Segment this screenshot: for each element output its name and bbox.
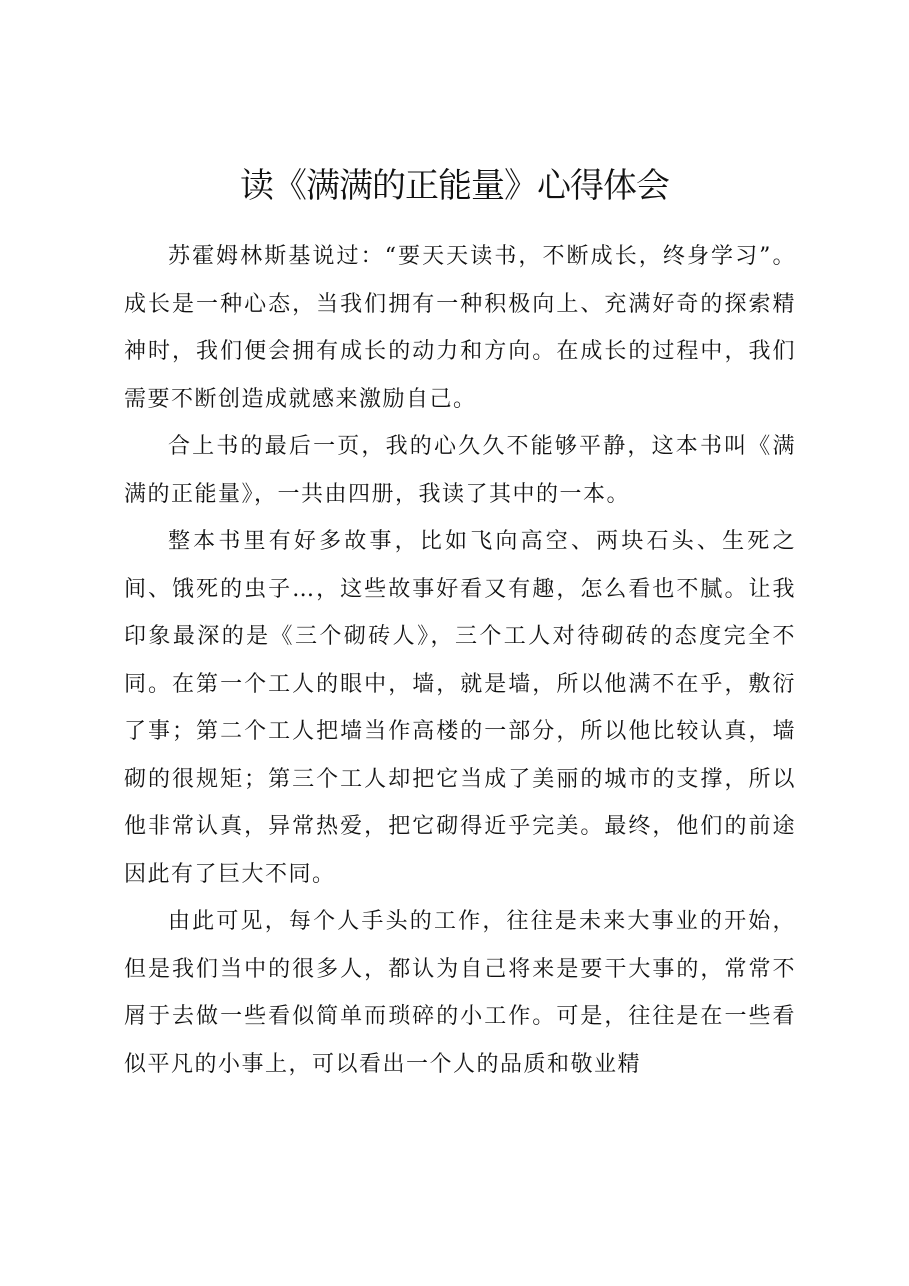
document-title: 读《满满的正能量》心得体会 [240,166,669,206]
paragraph: 由此可见，每个人手头的工作，往往是未来大事业的开始，但是我们当中的很多人，都认为自己将来是要干大事的，常常不屑于去做一些看似简单而琐碎的小工作。可是，往往是在一些看似平凡的小事上，可以看出一个人的品质和敬业精 [124,909,796,1077]
paragraph: 整本书里有好多故事，比如飞向高空、两块石头、生死之间、饿死的虫子…，这些故事好看又有趣，怎么看也不腻。让我印象最深的是《三个砌砖人》，三个工人对待砌砖的态度完全不同。在第一个工人的眼中，墙，就是墙，所以他满不在乎，敷衍了事；第二个工人把墙当作高楼的一部分，所以他比较认真，墙砌的很规矩；第三个工人却把它当成了美丽的城市的支撑，所以他非常认真，异常热爱，把它砌得近乎完美。最终，他们的前途因此有了巨大不同。 [124,529,796,887]
paragraph: 合上书的最后一页，我的心久久不能够平静，这本书叫《满满的正能量》，一共由四册，我读了其中的一本。 [124,434,796,507]
paragraph: 苏霍姆林斯基说过：“要天天读书，不断成长，终身学习”。成长是一种心态，当我们拥有一种积极向上、充满好奇的探索精神时，我们便会拥有成长的动力和方向。在成长的过程中，我们需要不断创造成就感来激励自己。 [124,244,796,412]
document-body [124,233,796,1088]
